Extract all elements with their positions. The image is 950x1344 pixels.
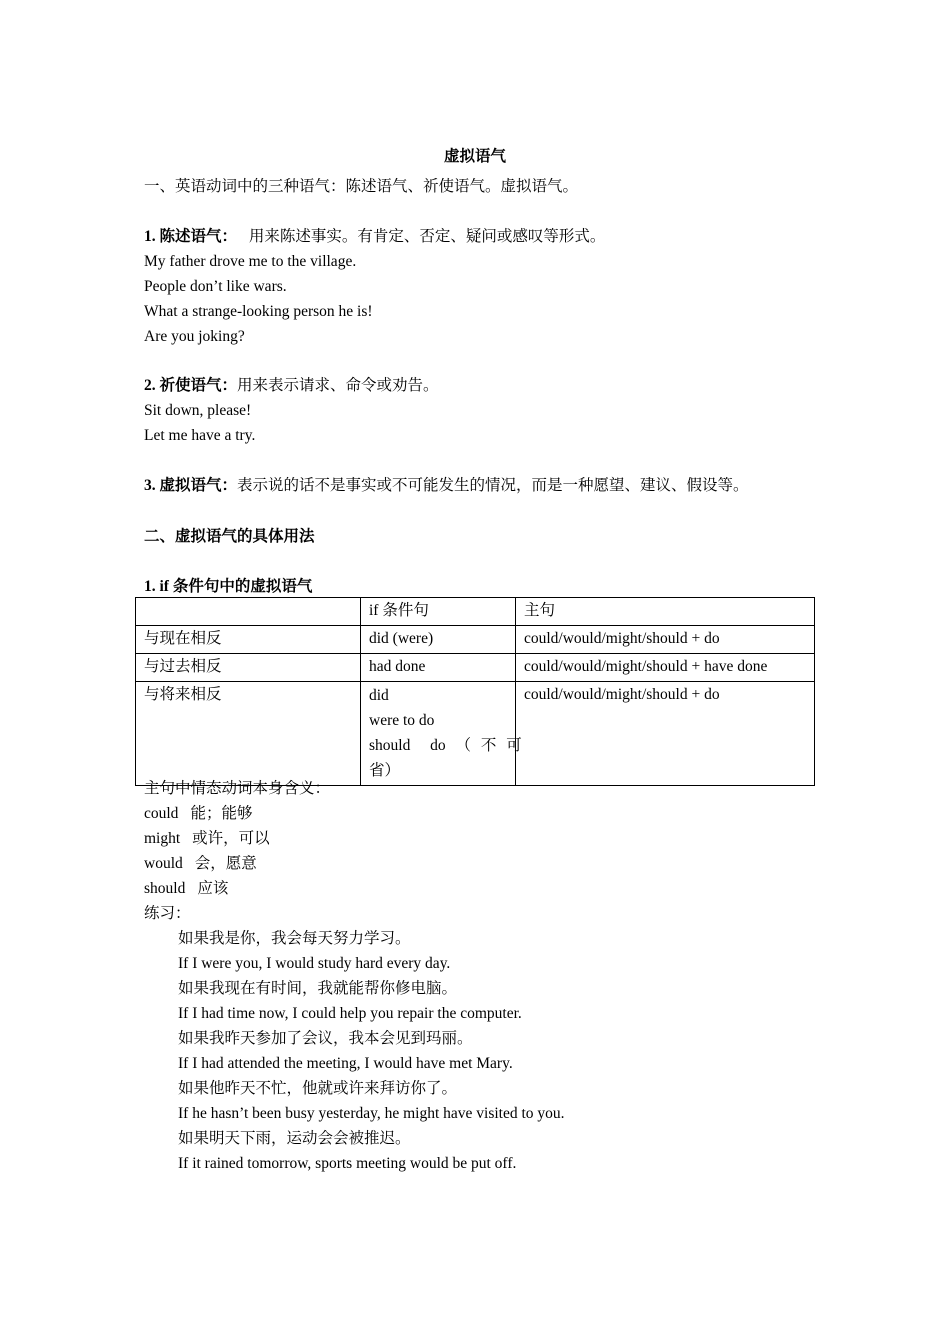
subsection-1-heading [144, 576, 312, 597]
practice-line: If he hasn’t been busy yesterday, he might have visited to you. [178, 1105, 565, 1122]
practice-heading: 练习： [144, 905, 191, 922]
modal-word: might [144, 830, 181, 847]
table-cell-condition: did (were) [361, 626, 516, 654]
modal-meaning: 或许，可以 [192, 830, 270, 847]
example-line: People don’t like wars. [144, 278, 287, 295]
table-cell-main: could/would/might/should + do [516, 626, 815, 654]
practice-line: 如果我昨天参加了会议，我本会见到玛丽。 [178, 1030, 473, 1047]
section-2-desc: 用来表示请求、命令或劝告。 [237, 377, 439, 394]
table-cell-condition: had done [361, 654, 516, 682]
modal-meaning: 会，愿意 [194, 855, 257, 872]
subsection-1-number: 1. if [144, 578, 169, 595]
table-header-row [136, 598, 815, 626]
modal-word: could [144, 805, 179, 822]
section-1-desc: 用来陈述事实。有肯定、否定、疑问或感叹等形式。 [248, 228, 606, 245]
table-row [136, 626, 815, 654]
modal-item [144, 804, 252, 824]
example-line: Let me have a try. [144, 427, 256, 444]
practice-line: 如果明天下雨，运动会会被推迟。 [178, 1130, 411, 1147]
example-line: Are you joking? [144, 328, 245, 345]
table-row [136, 682, 815, 786]
condition-part: should do （ 不 可 [369, 737, 522, 754]
practice-line: 如果我现在有时间，我就能帮你修电脑。 [178, 980, 458, 997]
example-line: What a strange-looking person he is! [144, 303, 373, 320]
modal-item [144, 854, 257, 874]
example-line: My father drove me to the village. [144, 253, 357, 270]
example-line: Sit down, please! [144, 402, 252, 419]
practice-line: 如果他昨天不忙，他就或许来拜访你了。 [178, 1080, 458, 1097]
practice-line: 如果我是你，我会每天努力学习。 [178, 930, 411, 947]
condition-line: did [369, 687, 389, 704]
section-2-line [144, 376, 439, 396]
table-cell-label: 与过去相反 [136, 654, 361, 682]
intro-line: 一、英语动词中的三种语气：陈述语气、祈使语气。虚拟语气。 [144, 178, 579, 195]
table-cell-label: 与现在相反 [136, 626, 361, 654]
condition-line: were to do [369, 712, 435, 729]
table-cell-main: could/would/might/should + do [516, 682, 815, 786]
table-header-cell [136, 598, 361, 626]
section-3-heading: 3. 虚拟语气： [144, 477, 238, 494]
modal-word: would [144, 855, 183, 872]
table-cell-condition [361, 682, 522, 786]
page-title: 虚拟语气 [443, 147, 506, 165]
condition-line: 省） [369, 762, 401, 779]
modal-heading: 主句中情态动词本身含义： [144, 780, 331, 797]
modal-meaning: 应该 [197, 880, 229, 897]
conditional-table [135, 597, 815, 786]
practice-line: If it rained tomorrow, sports meeting would be put off. [178, 1155, 517, 1172]
section-3-desc: 表示说的话不是事实或不可能发生的情况，而是一种愿望、建议、假设等。 [237, 477, 749, 494]
modal-item [144, 879, 228, 899]
table-header-cell: 主句 [516, 598, 815, 626]
table-header-cell: if 条件句 [361, 598, 516, 626]
table-row [136, 654, 815, 682]
modal-item [144, 829, 270, 849]
practice-line: If I had time now, I could help you repair the computer. [178, 1005, 522, 1022]
modal-meaning: 能；能够 [190, 805, 253, 822]
table-cell-main: could/would/might/should + have done [516, 654, 815, 682]
section-1-line [144, 227, 605, 247]
modal-word: should [144, 880, 186, 897]
practice-line: If I were you, I would study hard every day. [178, 955, 451, 972]
section-1-heading: 1. 陈述语气： [144, 228, 238, 245]
part-2-heading: 二、虚拟语气的具体用法 [144, 527, 315, 545]
section-3-line [144, 476, 749, 496]
section-2-heading: 2. 祈使语气： [144, 377, 238, 394]
practice-line: If I had attended the meeting, I would have met Mary. [178, 1055, 513, 1072]
condition-line [369, 733, 522, 758]
table-cell-label: 与将来相反 [136, 682, 361, 786]
subsection-1-text: 条件句中的虚拟语气 [172, 577, 313, 595]
